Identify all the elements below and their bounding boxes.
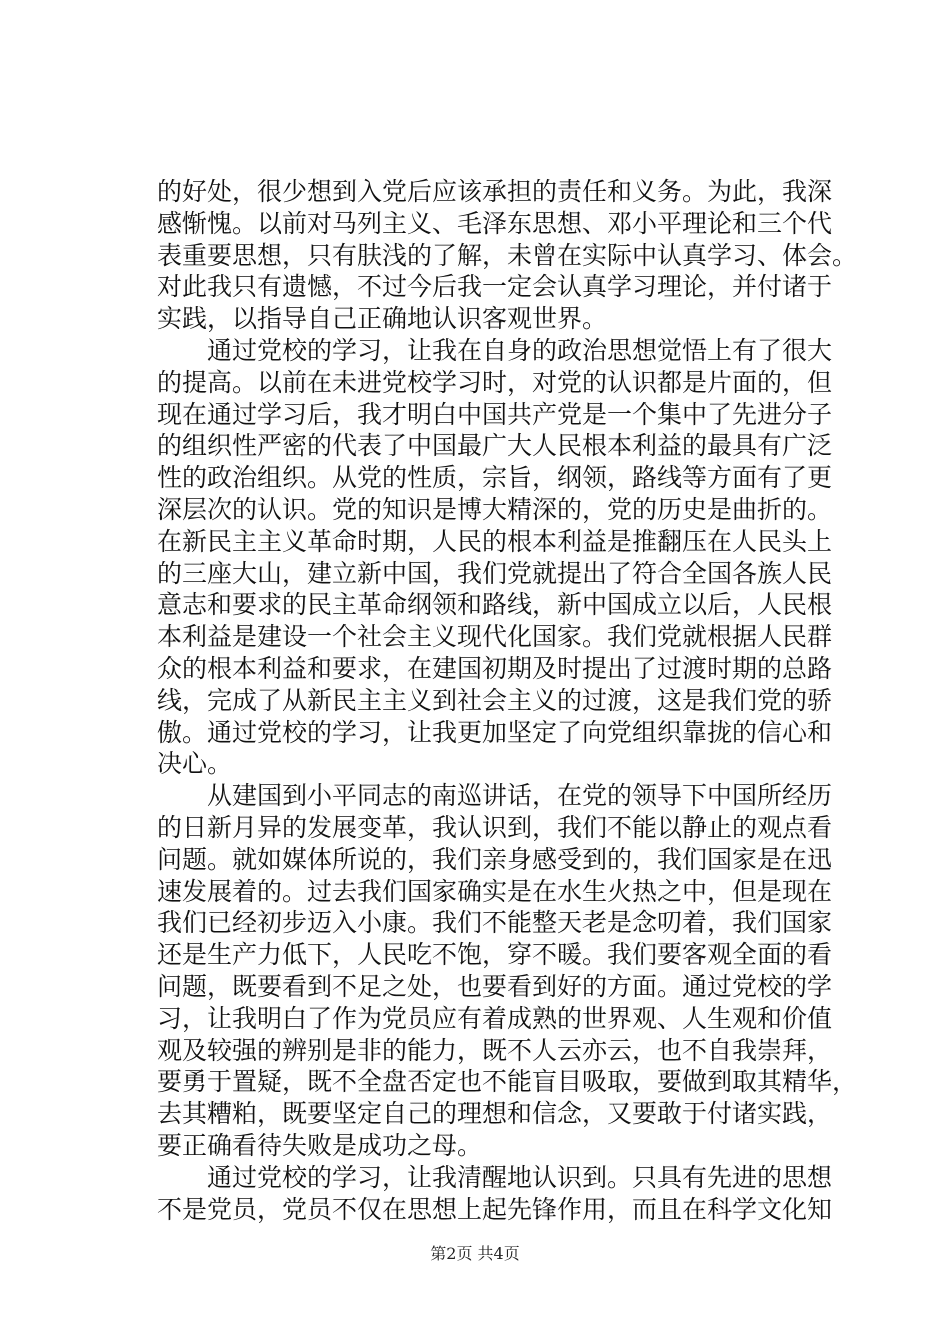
text-line: 的组织性严密的代表了中国最广大人民根本利益的最具有广泛	[157, 431, 833, 461]
text-line: 我们已经初步迈入小康。我们不能整天老是念叨着，我们国家	[157, 908, 833, 938]
text-line: 要勇于置疑，既不全盘否定也不能盲目吸取，要做到取其精华，	[157, 1067, 858, 1097]
text-line: 感惭愧。以前对马列主义、毛泽东思想、邓小平理论和三个代	[157, 208, 833, 238]
text-line: 的日新月异的发展变革，我认识到，我们不能以静止的观点看	[157, 812, 833, 842]
text-line: 从建国到小平同志的南巡讲话，在党的领导下中国所经历	[157, 781, 833, 811]
page-footer	[0, 1244, 950, 1264]
text-line: 性的政治组织。从党的性质，宗旨，纲领，路线等方面有了更	[157, 463, 833, 493]
text-line: 决心。	[157, 749, 233, 779]
text-line: 速发展着的。过去我们国家确实是在水生火热之中，但是现在	[157, 876, 833, 906]
text-line: 通过党校的学习，让我清醒地认识到。只具有先进的思想	[157, 1162, 833, 1192]
text-line: 去其糟粕，既要坚定自己的理想和信念，又要敢于付诸实践，	[157, 1099, 833, 1129]
text-line: 众的根本利益和要求，在建国初期及时提出了过渡时期的总路	[157, 653, 833, 683]
page-number-label: 第2页 共4页	[430, 1244, 520, 1263]
body-text	[157, 176, 857, 1225]
text-line: 的三座大山，建立新中国，我们党就提出了符合全国各族人民	[157, 558, 833, 588]
text-line: 不是党员，党员不仅在思想上起先锋作用，而且在科学文化知	[157, 1194, 833, 1224]
text-line: 本利益是建设一个社会主义现代化国家。我们党就根据人民群	[157, 622, 833, 652]
text-line: 习，让我明白了作为党员应有着成熟的世界观、人生观和价值	[157, 1003, 833, 1033]
text-line: 在新民主主义革命时期，人民的根本利益是推翻压在人民头上	[157, 526, 833, 556]
text-line: 要正确看待失败是成功之母。	[157, 1130, 483, 1160]
text-line: 实践，以指导自己正确地认识客观世界。	[157, 304, 608, 334]
text-line: 问题。就如媒体所说的，我们亲身感受到的，我们国家是在迅	[157, 844, 833, 874]
text-line: 问题，既要看到不足之处，也要看到好的方面。通过党校的学	[157, 971, 833, 1001]
text-line: 通过党校的学习，让我在自身的政治思想觉悟上有了很大	[157, 335, 833, 365]
text-line: 对此我只有遗憾，不过今后我一定会认真学习理论，并付诸于	[157, 272, 833, 302]
text-line: 还是生产力低下，人民吃不饱，穿不暖。我们要客观全面的看	[157, 940, 833, 970]
text-line: 傲。通过党校的学习，让我更加坚定了向党组织靠拢的信心和	[157, 717, 833, 747]
text-line: 的提高。以前在未进党校学习时，对党的认识都是片面的，但	[157, 367, 833, 397]
text-line: 深层次的认识。党的知识是博大精深的，党的历史是曲折的。	[157, 494, 833, 524]
text-line: 的好处，很少想到入党后应该承担的责任和义务。为此，我深	[157, 177, 833, 206]
text-line: 观及较强的辨别是非的能力，既不人云亦云，也不自我崇拜，	[157, 1035, 833, 1065]
text-line: 线，完成了从新民主主义到社会主义的过渡，这是我们党的骄	[157, 685, 833, 715]
text-line: 表重要思想，只有肤浅的了解，未曾在实际中认真学习、体会。	[157, 240, 858, 270]
text-line: 意志和要求的民主革命纲领和路线，新中国成立以后，人民根	[157, 590, 833, 620]
text-line: 现在通过学习后，我才明白中国共产党是一个集中了先进分子	[157, 399, 833, 429]
